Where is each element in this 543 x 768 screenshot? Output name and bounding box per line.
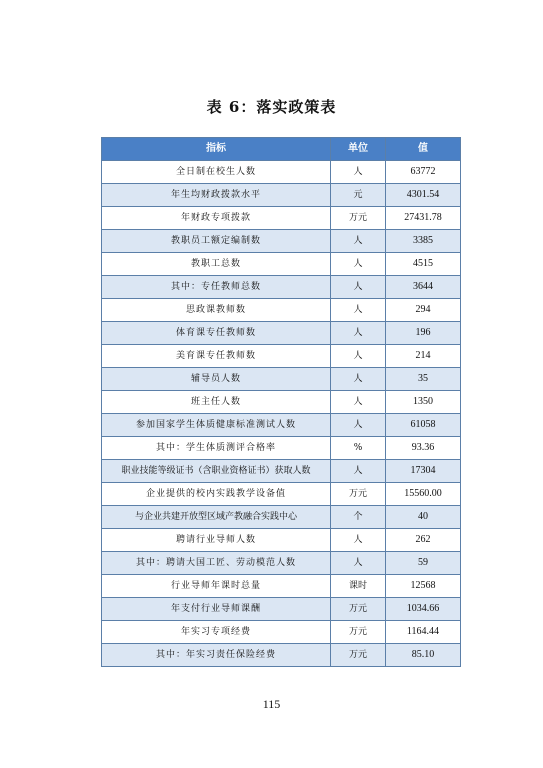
value-cell: 4515 — [386, 253, 461, 276]
value-cell: 40 — [386, 506, 461, 529]
value-cell: 59 — [386, 552, 461, 575]
indicator-cell: 年实习专项经费 — [102, 621, 331, 644]
table-row — [102, 368, 461, 391]
value-cell: 196 — [386, 322, 461, 345]
indicator-cell: 其中：聘请大国工匠、劳动模范人数 — [102, 552, 331, 575]
value-cell: 294 — [386, 299, 461, 322]
indicator-cell: 其中：年实习责任保险经费 — [102, 644, 331, 667]
unit-cell: 个 — [331, 506, 386, 529]
table-row — [102, 621, 461, 644]
unit-cell: 人 — [331, 368, 386, 391]
table-row — [102, 322, 461, 345]
header-indicator: 指标 — [102, 138, 331, 161]
table-row — [102, 598, 461, 621]
unit-cell: 元 — [331, 184, 386, 207]
indicator-cell: 与企业共建开放型区域产教融合实践中心 — [102, 506, 331, 529]
table-row — [102, 644, 461, 667]
indicator-cell: 参加国家学生体质健康标准测试人数 — [102, 414, 331, 437]
table-row — [102, 575, 461, 598]
unit-cell: 人 — [331, 161, 386, 184]
value-cell: 35 — [386, 368, 461, 391]
unit-cell: 人 — [331, 552, 386, 575]
table-row — [102, 276, 461, 299]
indicator-cell: 美育课专任教师数 — [102, 345, 331, 368]
indicator-cell: 其中：专任教师总数 — [102, 276, 331, 299]
table-row — [102, 345, 461, 368]
header-unit: 单位 — [331, 138, 386, 161]
unit-cell: 人 — [331, 345, 386, 368]
unit-cell: 人 — [331, 230, 386, 253]
value-cell: 3644 — [386, 276, 461, 299]
table-header-row — [102, 138, 461, 161]
table-row — [102, 437, 461, 460]
unit-cell: 万元 — [331, 483, 386, 506]
table-row — [102, 414, 461, 437]
header-value: 值 — [386, 138, 461, 161]
indicator-cell: 辅导员人数 — [102, 368, 331, 391]
unit-cell: 人 — [331, 322, 386, 345]
indicator-cell: 其中：学生体质测评合格率 — [102, 437, 331, 460]
unit-cell: 人 — [331, 414, 386, 437]
indicator-cell: 教职工总数 — [102, 253, 331, 276]
table-row — [102, 184, 461, 207]
value-cell: 3385 — [386, 230, 461, 253]
table-row — [102, 230, 461, 253]
indicator-cell: 企业提供的校内实践教学设备值 — [102, 483, 331, 506]
unit-cell: % — [331, 437, 386, 460]
unit-cell: 人 — [331, 391, 386, 414]
unit-cell: 万元 — [331, 207, 386, 230]
indicator-cell: 年财政专项拨款 — [102, 207, 331, 230]
table-title: 表 6：落实政策表 — [206, 98, 337, 116]
page-number: 115 — [262, 697, 281, 711]
value-cell: 4301.54 — [386, 184, 461, 207]
indicator-cell: 年支付行业导师课酬 — [102, 598, 331, 621]
value-cell: 15560.00 — [386, 483, 461, 506]
table-row — [102, 552, 461, 575]
indicator-cell: 职业技能等级证书（含职业资格证书）获取人数 — [102, 460, 331, 483]
table-row — [102, 460, 461, 483]
value-cell: 17304 — [386, 460, 461, 483]
policy-table — [101, 137, 461, 667]
indicator-cell: 年生均财政拨款水平 — [102, 184, 331, 207]
value-cell: 1350 — [386, 391, 461, 414]
value-cell: 1034.66 — [386, 598, 461, 621]
value-cell: 27431.78 — [386, 207, 461, 230]
unit-cell: 人 — [331, 253, 386, 276]
unit-cell: 人 — [331, 460, 386, 483]
value-cell: 61058 — [386, 414, 461, 437]
value-cell: 63772 — [386, 161, 461, 184]
table-row — [102, 253, 461, 276]
value-cell: 262 — [386, 529, 461, 552]
value-cell: 1164.44 — [386, 621, 461, 644]
unit-cell: 人 — [331, 276, 386, 299]
unit-cell: 万元 — [331, 621, 386, 644]
table-row — [102, 299, 461, 322]
unit-cell: 人 — [331, 299, 386, 322]
unit-cell: 万元 — [331, 598, 386, 621]
value-cell: 12568 — [386, 575, 461, 598]
indicator-cell: 体育课专任教师数 — [102, 322, 331, 345]
table-row — [102, 207, 461, 230]
indicator-cell: 班主任人数 — [102, 391, 331, 414]
value-cell: 85.10 — [386, 644, 461, 667]
unit-cell: 人 — [331, 529, 386, 552]
table-row — [102, 506, 461, 529]
table-row — [102, 391, 461, 414]
table-row — [102, 483, 461, 506]
unit-cell: 课时 — [331, 575, 386, 598]
table-row — [102, 161, 461, 184]
indicator-cell: 行业导师年课时总量 — [102, 575, 331, 598]
indicator-cell: 教职员工额定编制数 — [102, 230, 331, 253]
unit-cell: 万元 — [331, 644, 386, 667]
indicator-cell: 思政课教师数 — [102, 299, 331, 322]
table-row — [102, 529, 461, 552]
value-cell: 93.36 — [386, 437, 461, 460]
indicator-cell: 聘请行业导师人数 — [102, 529, 331, 552]
indicator-cell: 全日制在校生人数 — [102, 161, 331, 184]
value-cell: 214 — [386, 345, 461, 368]
